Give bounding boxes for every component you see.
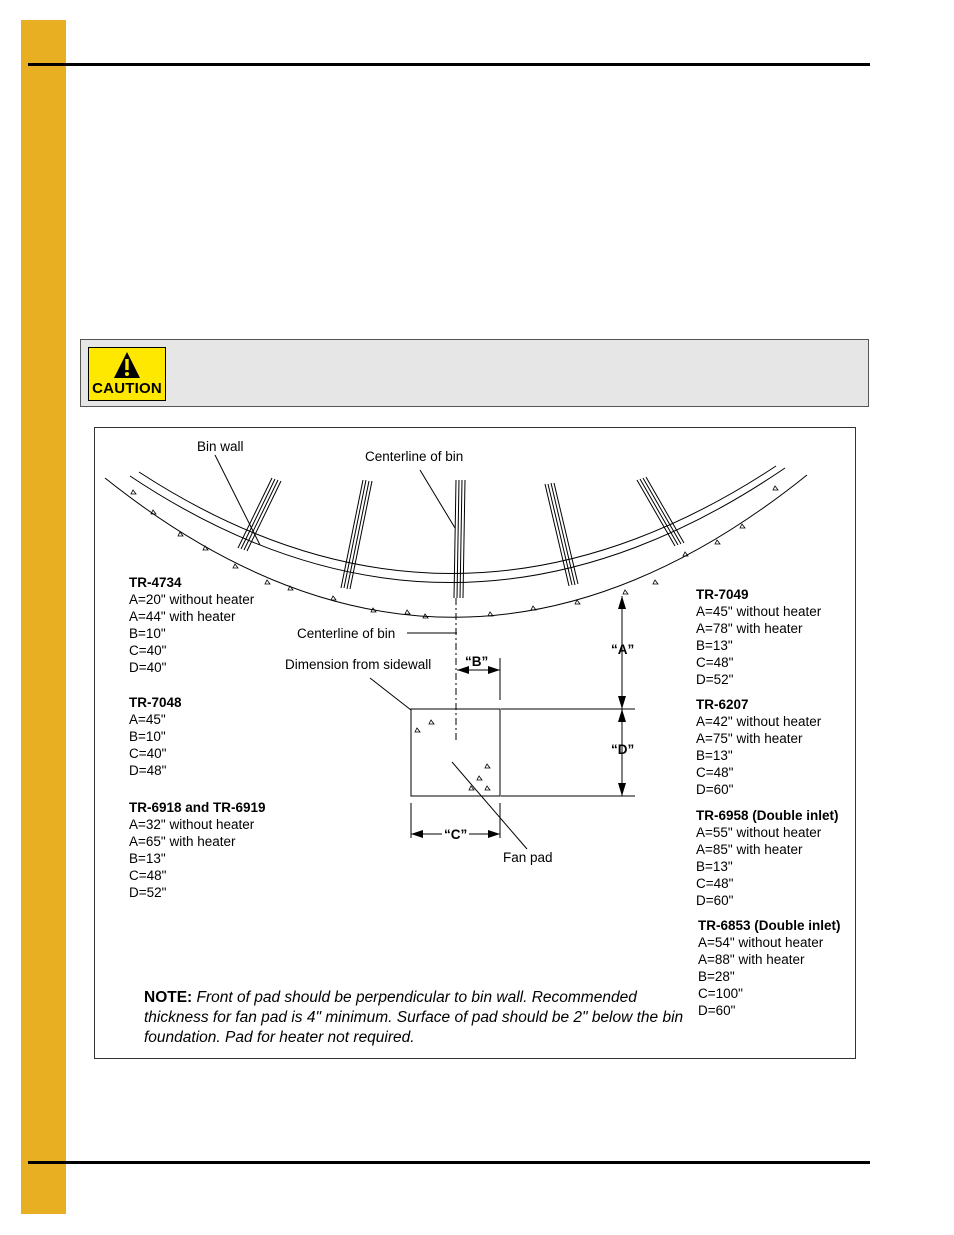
spec-model: TR-7048 [129,695,182,710]
fan-pad-diagram [94,427,856,1059]
spec-line: A=65" with heater [129,834,236,849]
spec-line: A=75" with heater [696,731,803,746]
warning-triangle-icon [113,351,141,379]
spec-line: A=78" with heater [696,621,803,636]
dim-d-label: “D” [611,742,635,757]
header-rule [28,63,870,66]
page-color-tab [21,20,66,1214]
spec-tr-6918-6919 [129,799,266,901]
spec-tr-6207 [696,696,821,798]
sidewall-leader [370,678,411,710]
spec-line: A=20" without heater [129,592,255,607]
centerline-top-label: Centerline of bin [365,449,464,464]
spec-line: B=13" [696,638,733,653]
dimension-from-sidewall-label: Dimension from sidewall [285,657,432,672]
spec-line: C=40" [129,643,167,658]
spec-model: TR-6958 (Double inlet) [696,808,839,823]
note-label: NOTE: [144,989,193,1006]
spec-line: A=45" [129,712,166,727]
centerline-top-leader [420,470,455,528]
spec-line: C=40" [129,746,167,761]
footer-rule [28,1161,870,1164]
dim-c-label: “C” [444,827,468,842]
bin-wall-stiffeners [238,477,684,598]
spec-line: A=32" without heater [129,817,255,832]
spec-model: TR-6853 (Double inlet) [698,918,841,933]
spec-tr-7048 [129,694,182,779]
caution-sign [88,347,166,401]
spec-model: TR-6918 and TR-6919 [129,800,266,815]
dim-b-label: “B” [465,654,489,669]
spec-line: A=88" with heater [698,952,805,967]
spec-line: B=10" [129,626,166,641]
spec-line: C=48" [696,765,734,780]
spec-line: C=48" [129,868,167,883]
spec-line: D=60" [696,893,734,908]
spec-line: B=10" [129,729,166,744]
spec-model: TR-7049 [696,587,749,602]
spec-line: D=48" [129,763,167,778]
spec-line: A=85" with heater [696,842,803,857]
spec-line: C=48" [696,655,734,670]
spec-line: B=13" [129,851,166,866]
spec-line: B=13" [696,859,733,874]
centerline-mid-label: Centerline of bin [297,626,396,641]
diagram-note [144,988,684,1048]
spec-tr-4734 [129,574,254,676]
spec-line: C=100" [698,986,743,1001]
spec-model: TR-6207 [696,697,749,712]
spec-line: D=60" [696,782,734,797]
spec-line: B=13" [696,748,733,763]
caution-label: CAUTION [92,380,162,397]
dim-a-label: “A” [611,642,635,657]
caution-box [80,339,869,407]
spec-line: D=40" [129,660,167,675]
spec-line: A=54" without heater [698,935,824,950]
dimension-arrowheads [411,596,626,838]
spec-tr-6958 [696,807,839,909]
spec-line: C=48" [696,876,734,891]
fan-pad-label: Fan pad [503,850,553,865]
spec-line: D=52" [696,672,734,687]
bin-wall-label: Bin wall [197,439,244,454]
spec-line: A=44" with heater [129,609,236,624]
spec-line: D=52" [129,885,167,900]
spec-line: A=42" without heater [696,714,822,729]
note-text: Front of pad should be perpendicular to bin wall. Recommended thickness for fan pad is 4" minimum. Surface of pad should be 2" below the bin foundation. Pad for heater not required. [144,989,684,1046]
spec-line: D=60" [698,1003,736,1018]
bin-wall-leader [215,455,260,545]
spec-line: A=45" without heater [696,604,822,619]
spec-line: B=28" [698,969,735,984]
spec-tr-6853 [698,917,841,1019]
spec-tr-7049 [696,586,821,688]
spec-line: A=55" without heater [696,825,822,840]
spec-model: TR-4734 [129,575,182,590]
